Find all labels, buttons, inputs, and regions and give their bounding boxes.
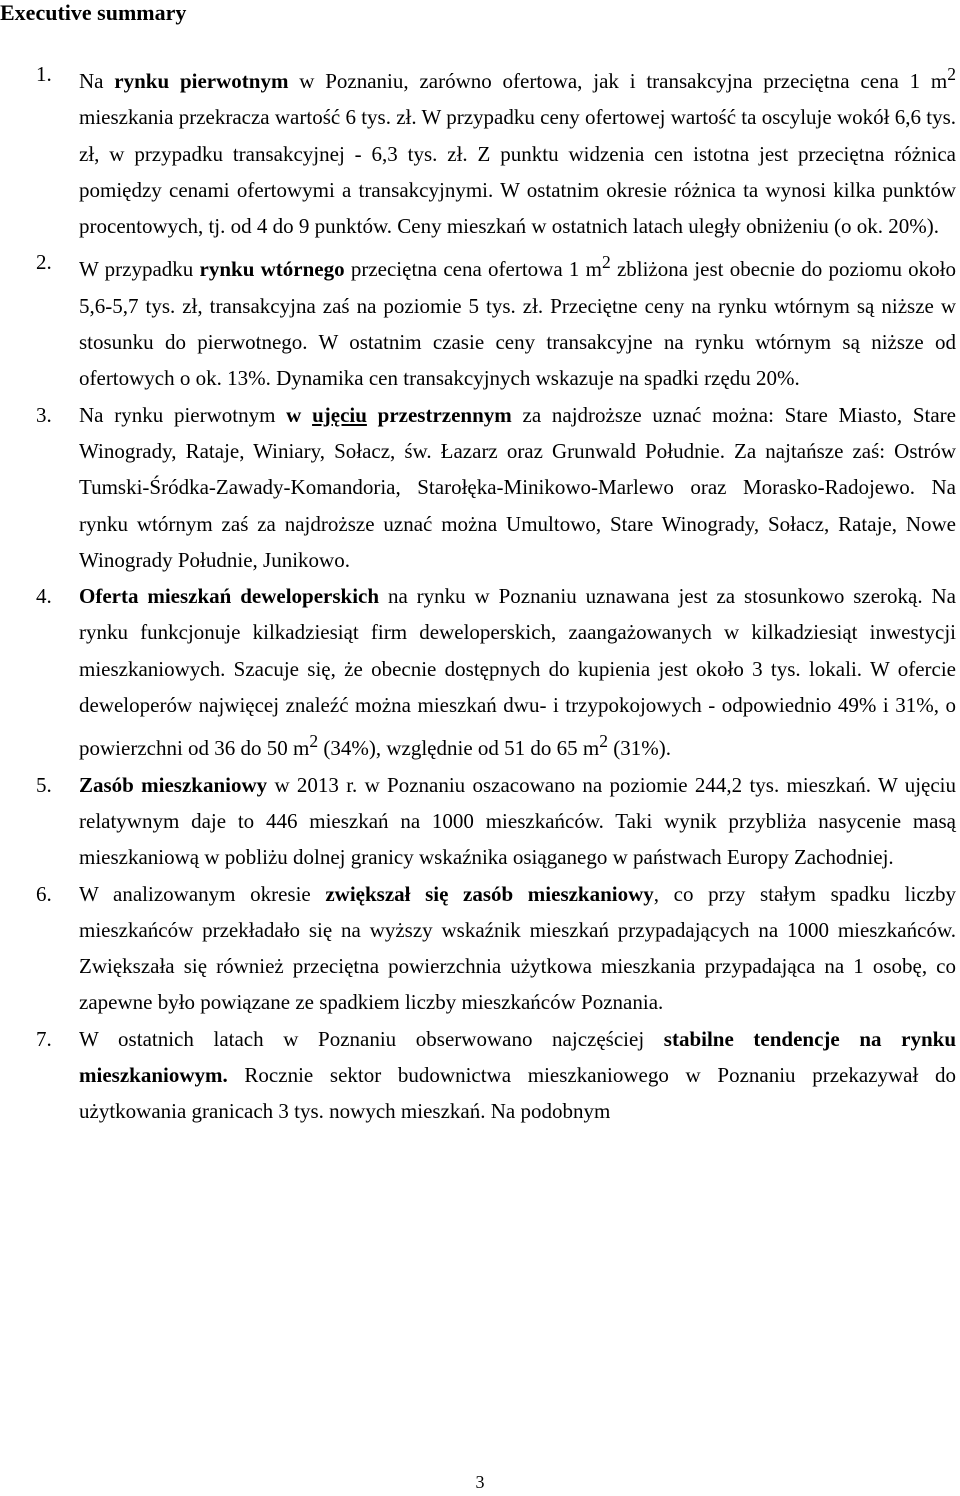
superscript: 2: [309, 731, 319, 752]
page-title: Executive summary: [0, 0, 187, 25]
emphasis: Zasób mieszkaniowy: [79, 772, 268, 797]
item-text: Oferta mieszkań deweloperskich na rynku w Poznaniu uznawana jest za stosunkowo szeroką. Na rynku funkcjonuje kilkadziesiąt firm deweloperskich, zaangażowanych w kilkadziesiąt inwestycji mieszkaniowych. Szacuje się, że obecnie dostępnych do kupienia jest około 3 tys. lokali. W ofercie deweloperów najwięcej znaleźć można mieszkań dwu- i trzypokojowych - odpowiednio 49% i 31%, o powierzchni od 36 do 50 $m^2$ (34%), względnie od 51 do 65 $m^2$ (31%).: [79, 584, 956, 761]
list-item: [0, 876, 956, 1021]
item-number: 7.: [36, 1026, 52, 1051]
list-item: [0, 1021, 956, 1130]
emphasis: zwiększał się zasób mieszkaniowy: [325, 881, 654, 906]
item-text: W analizowanym okresie zwiększał się zasób mieszkaniowy, co przy stałym spadku liczby mieszkańców przekładało się na wyższy wskaźnik mieszkań przypadających na 1000 mieszkańców. Zwiększała się również przeciętna powierzchnia użytkowa mieszkania przypadająca na 1 osobę, co zapewne było powiązane ze spadkiem liczby mieszkańców Poznania.: [79, 881, 956, 1015]
emphasis: stabilne tendencje na rynku mieszkaniowym.: [79, 1026, 956, 1088]
item-number: 4.: [36, 584, 52, 609]
list-item: [0, 397, 956, 578]
list-item: [0, 578, 956, 766]
item-number: 3.: [36, 402, 52, 427]
superscript: 2: [601, 252, 611, 273]
emphasis: Oferta mieszkań deweloperskich: [79, 584, 380, 609]
item-text: Na rynku pierwotnym w ujęciu przestrzennym za najdroższe uznać można: Stare Miasto, Stare Winogrady, Rataje, Winiary, Sołacz, św. Łazarz oraz Grunwald Południe. Za najtańsze zaś: Ostrów Tumski-Śródka-Zawady-Komandoria, Starołęka-Minikowo-Marlewo oraz Morasko-Radojewo. Na rynku wtórnym zaś za najdroższe uznać można Umultowo, Stare Winogrady, Sołacz, Rataje, Nowe Winogrady Południe, Junikowo.: [79, 402, 956, 572]
superscript: 2: [599, 731, 608, 752]
list-item: [0, 244, 956, 396]
item-text: W ostatnich latach w Poznaniu obserwowano najczęściej stabilne tendencje na rynku mieszkaniowym. Rocznie sektor budownictwa mieszkaniowego w Poznaniu przekazywał do użytkowania granicach 3 tys. nowych mieszkań. Na podobnym: [79, 1026, 956, 1124]
item-number: 5.: [36, 772, 52, 797]
item-text: Zasób mieszkaniowy w 2013 r. w Poznaniu oszacowano na poziomie 244,2 tys. mieszkań. W ujęciu relatywnym daje to 446 mieszkań na 1000 mieszkańców. Taki wynik przybliża nasycenie masą mieszkaniową w pobliżu dolnej granicy wskaźnika osiąganego w państwach Europy Zachodniej.: [79, 772, 957, 870]
item-text: W przypadku rynku wtórnego przeciętna cena ofertowa 1 $m^2$ zbliżona jest obecnie do poziomu około 5,6-5,7 tys. zł, transakcyjna zaś na poziomie 5 tys. zł. Przeciętne ceny na rynku wtórnym są niższe w stosunku do pierwotnego. W ostatnim czasie ceny transakcyjne na rynku wtórnym są niższe od ofertowych o ok. 13%. Dynamika cen transakcyjnych wskazuje na spadki rzędu 20%.: [79, 252, 957, 391]
emphasis: rynku pierwotnym: [114, 69, 289, 93]
emphasis-underlined: w ujęciu przestrzennym: [286, 402, 512, 427]
superscript: 2: [947, 64, 956, 84]
item-number: 2.: [36, 250, 52, 275]
page-number: 3: [475, 1472, 485, 1492]
list-item: [0, 767, 956, 876]
summary-list: [0, 56, 956, 1130]
emphasis: rynku wtórnego: [199, 257, 345, 282]
item-number: 1.: [36, 62, 52, 86]
list-item: [0, 56, 956, 244]
underlined-word: ujęciu: [312, 402, 367, 427]
item-text: Na rynku pierwotnym w Poznaniu, zarówno ofertowa, jak i transakcyjna przeciętna cena 1 $m^2$ mieszkania przekracza wartość 6 tys. zł. W przypadku ceny ofertowej wartość ta oscyluje wokół 6,6 tys. zł, w przypadku transakcyjnej - 6,3 tys. zł. Z punktu widzenia cen istotna jest przeciętna różnica pomiędzy cenami ofertowymi a transakcyjnymi. W ostatnim okresie różnica ta wynosi kilka punktów procentowych, tj. od 4 do 9 punktów. Ceny mieszkań w ostatnich latach uległy obniżeniu (o ok. 20%).: [79, 64, 956, 239]
item-number: 6.: [36, 881, 52, 906]
